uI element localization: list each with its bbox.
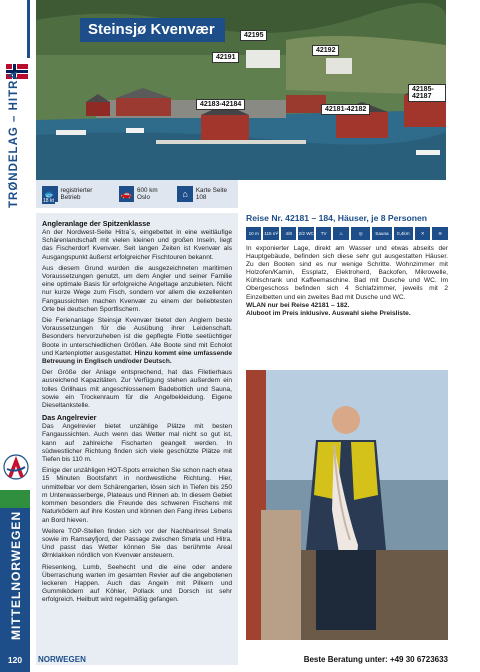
washing-machine-icon: ◎: [351, 227, 370, 240]
paragraph: An der Nordwest-Seite Hitra´s, eingebettet in eine weitläufige Schärenlandschaft mit vielen kleinen und großen Inseln, liegt das Fischerdorf Kvenvær. Seit langen Zeiten ist Kvenvær als Ausgangspunkt äußerst erfolgreicher Fischtouren bekannt.: [42, 229, 232, 261]
boat-note: Aluboot im Preis inklusive. Auswahl siehe Preisliste.: [246, 309, 411, 317]
region-label-top: TRØNDELAG – HITRA: [8, 70, 20, 208]
paragraph: Weitere TOP-Stellen finden sich vor der Nachbarinsel Smøla sowie im Ramsøyfjord, der Passage zwischen Smøla und Hitra. Und passt das Wetter können Sie das berühmte Areal Ørnklakken nördlich von Kvenvær ansteuern.: [42, 527, 232, 560]
distance-info: [119, 186, 172, 202]
footer-country: NORWEGEN: [38, 655, 86, 664]
house-tag: 42195: [240, 30, 267, 41]
bathroom-icon: 2/2 WC: [298, 227, 313, 240]
area-icon: 115 m²: [263, 227, 278, 240]
offer-column: [246, 213, 448, 318]
paragraph: Riesenleng, Lumb, Seehecht und die eine oder andere Überraschung warten im gesamten Revier auf die angebotenen leckeren Happen. Auch das Angeln mit Pilkern und Gummiködern auf Köhler, Pollack und Dorsch ist sehr erfolgreich. Heilbutt wird regelmäßig gefangen.: [42, 563, 232, 604]
region-label-bottom: MITTELNORWEGEN: [9, 510, 23, 640]
fish-icon: 🐟: [42, 186, 58, 202]
house-tag: 42192: [312, 45, 339, 56]
angler-illustration: [246, 370, 448, 640]
fireplace-icon: ♨: [333, 227, 348, 240]
house-tag: 42191: [212, 52, 239, 63]
paragraph: Einige der unzähligen HOT-Spots erreichen Sie schon nach etwa 15 Minuten Bootsfahrt in nordwestliche Richtung. Hier, unmittelbar vor dem Schärengarten, lösen sich in Tiefen bis 250 m Unterwasserberge, Plateaus und Rinnen ab. In diesem Gebiet kommen besonders die Freunde des schweren Fischens mit Naturködern auf ihre Kosten und können den Fang ihres Lebens an Bord hieven.: [42, 467, 232, 524]
registered-badge: 18 kt: [43, 198, 54, 204]
sauna-icon: Sauna: [372, 227, 391, 240]
paragraph: Das Angelrevier bietet unzählige Plätze mit besten Fangaussichten. Auch wenn das Wetter mal nicht so gut ist, kann auf zahlreiche Fischarten geangelt werden. In südwestlicher Richtung finden sich viele geschützte Plätze mit Tiefen bis 110 m.: [42, 423, 232, 464]
paragraph-bold: Hinzu kommt eine umfassende Betreuung in Englisch und/oder Deutsch.: [42, 349, 232, 366]
house-icon: ⌂: [177, 186, 193, 202]
offer-text: In exponierter Lage, direkt am Wasser und etwas abseits der Hauptgebäude, befinden sich diese sehr gut ausgestatten Häuser. Zu den Booten sind es nur wenige Schritte. Wohnzimmer mit Holzofen/Kamin, Essplatz, Elektroherd, Backofen, Mikrowelle, Kühlschrank und Kaffeemaschine. Bad mit Dusche und WC. Im Obergeschoss befinden sich 4 Schlafzimmer, jeweils mit 2 Einzelbetten und ein zweites Bad mit Dusche und WC.: [246, 245, 448, 301]
distance-icon: 0,4km: [394, 227, 413, 240]
tv-icon: TV: [316, 227, 331, 240]
distance-label: 600 km Oslo: [137, 186, 158, 201]
car-icon: 🚗: [119, 186, 135, 202]
page-number: 120: [0, 648, 30, 672]
map-label: Karte Seite 108: [195, 186, 228, 201]
section-heading: Das Angelrevier: [42, 413, 97, 423]
angler-photo: [246, 370, 448, 640]
paragraph-text: Die Ferienanlage Steinsjø Kvenvær bietet den Anglern beste Voraussetzungen für die Ausübung ihrer Leidenschaft. Besonders hervorzuheben ist die gepflegte Flotte seetüchtiger Boote in unterschiedlichen Größen. Alle Boote sind mit Echolot und Kartenplotter ausgestattet.: [42, 317, 232, 357]
wlan-note: WLAN nur bei Reise 42181 – 182.: [246, 301, 350, 309]
page-footer: [0, 648, 480, 672]
paragraph: Aus diesem Grund wurden die ausgezeichneten maritimen Voraussetzungen genutzt, um dem Angler und seiner Familie eine optimale Basis für erfolgreiche Angeltage anzubieten. Nicht nur kurze Wege zum Fisch, sondern vor allem die exzellenten Fangaussichten machen Kvenvær zu einem der beliebtesten Orte bei deutschen Sportfischern.: [42, 264, 232, 313]
wifi-icon: ≋: [432, 227, 447, 240]
sidebar-green-block: [0, 490, 30, 508]
house-tag: 42181-42182: [321, 104, 370, 115]
boat-length-icon: 10 m: [246, 227, 261, 240]
sidebar: [0, 0, 30, 672]
brand-logo-icon: [3, 452, 29, 482]
beds-icon: 4/8: [281, 227, 296, 240]
pets-icon: ✕: [415, 227, 430, 240]
page-title: Steinsjø Kvenvær: [80, 18, 225, 42]
section-heading: Angleranlage der Spitzenklasse: [42, 219, 151, 228]
description-column: [36, 213, 238, 665]
amenity-row: [246, 227, 448, 240]
map-info: [177, 186, 238, 202]
offer-description: [246, 245, 448, 318]
house-tag: 42185-42187: [408, 84, 446, 102]
paragraph: Der Größe der Anlage entsprechend, hat das Filetierhaus ausreichend Kapazitäten. Zur Verfügung stehen außerdem ein tolles Grillhaus mit angeschlossenem Badebottich und Sauna, sowie ein Trockenraum für die Angelbekleidung. Eigene Dieseltankstelle.: [42, 369, 232, 410]
house-tag: 42183-42184: [196, 99, 245, 110]
registered-label: registrierter Betrieb: [60, 186, 93, 201]
footer-contact: Beste Beratung unter: +49 30 6723633: [303, 655, 448, 664]
hero-photo: [36, 0, 446, 180]
sidebar-accent: [27, 0, 30, 58]
paragraph: [42, 317, 232, 366]
offer-title: Reise Nr. 42181 – 184, Häuser, je 8 Personen: [246, 213, 428, 223]
info-strip: [36, 180, 238, 208]
